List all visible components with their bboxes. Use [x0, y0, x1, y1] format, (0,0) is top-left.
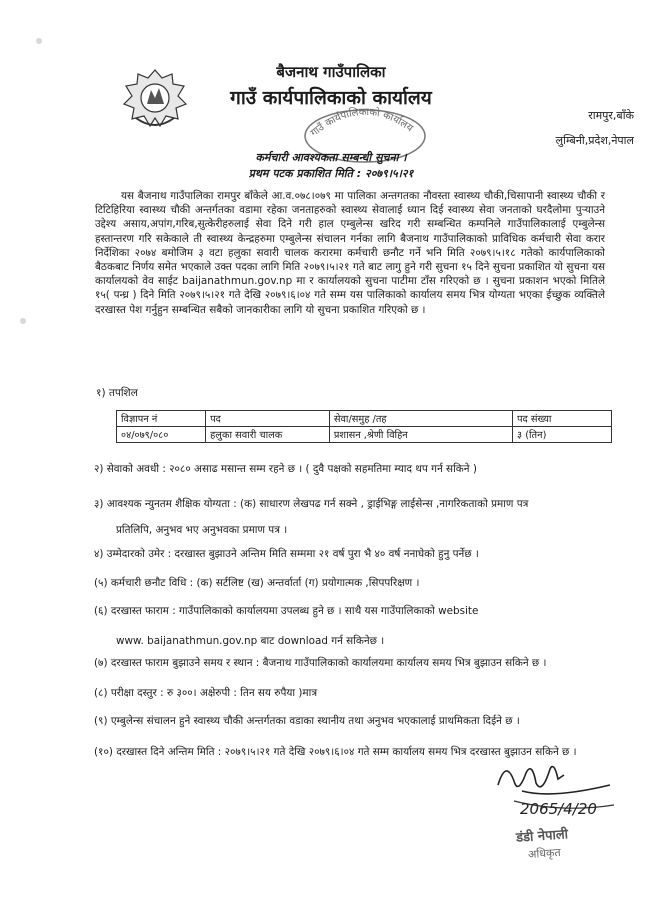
svg-text:गाउँ कार्यपालिकाको कार्यालय	[309, 106, 415, 139]
table-row	[117, 427, 612, 443]
cell-post: हलुका सवारी चालक	[206, 427, 330, 443]
item-application-form-cont: www. baijanathmun.gov.np बाट download गर्न सकिनेछ ।	[116, 635, 385, 647]
signatory-name: डंडी नेपाली	[515, 827, 569, 846]
office-name: गाउँ कार्यपालिकाको कार्यालय	[230, 87, 432, 109]
col-service-group: सेवा/समुह /तह	[329, 411, 512, 427]
table-header-row	[117, 411, 612, 427]
cell-advert-no: ०४/०७९/०८०	[117, 427, 206, 443]
intro-paragraph: यस बैजनाथ गाउँपालिका रामपुर बाँकेले आ.व.०७८।०७९ मा पालिका अन्तगतका नौवस्ता स्वास्थ्य चौकी,चिसापानी स्वास्थ्य चौकी र टिटिहिरिया स्वास्थ्य चौकी अन्तर्गतका वडामा रहेका जनताहरुको स्वास्थ्य सेवालाई ध्यान दिई स्वास्थ्य सेवा जनताको घरदैलोमा पुर्‍याउने उद्देश्य असाय,अपांग,गरिब,सुत्केरीहरुलाई सेवा दिने गरी हाल एम्बुलेन्स खरिद गरी सम्बन्धित कम्पनिले गाउँपालिकालाई एम्बुलेन्स हस्तान्तरण गरि सकेकाले ती स्वास्थ्य केन्द्रहरुमा एम्बुलेन्स संचालन गर्नका लागि बैजनाथ गाउँपालिकाको प्राविधिक कर्मचारी सेवा करार निर्देशिका २०७४ बमोजिम ३ वटा हलुका सवारी चालक करारमा कर्मचारी छनौट गर्ने भनि मिति २०७९।५।१८ गतेको कार्यपालिकाको बैठकबाट निर्णय समेत भएकाले उक्त पदका लागि मिति २०७९।५।२१ गते बाट लागु हुने गरी सुचना १५ दिने सुचना प्रकाशित यो सुचना यस कार्यालयको वेव साईट baijanathmun.gov.np मा र कार्यालयको सुचना पाटीमा टाँस गरिएको छ । सुचना प्रकाशन भएको मितिले १५( पन्ध्र ) दिने मिति २०७९।५।२१ गते देखि २०७९।६।०४ गते सम्म यस पालिकाको कार्यालय समय भित्र योग्यता भएका ईच्छुक व्यक्तिले दरखास्त पेश गर्नुहुन सम्बन्धित सबैको जानकारीका लागि यो सुचना प्रकाशित गरिएको छ ।	[95, 190, 605, 316]
item-priority: (९) एम्बुलेन्स संचालन हुने स्वास्थ्य चौकी अन्तर्गतका वडाका स्थानीय तथा अनुभव भएकालाई प्राथमिकता दिईने छ ।	[94, 715, 520, 727]
notice-title: कर्मचारी आवश्यकता सम्बन्धी सुचना ।	[255, 151, 407, 164]
item-submission-place: (७) दरखास्त फाराम बुझाउने समय र स्थान : बैजनाथ गाउँपालिकाको कार्यालयमा कार्यालय समय भित्र बुझाउन सकिने छ ।	[94, 657, 547, 669]
address-line-2: लुम्बिनी,प्रदेश,नेपाल	[555, 134, 634, 147]
publish-date: प्रथम पटक प्रकाशित मिति : २०७९।५।२१	[248, 167, 414, 180]
signatory-designation: अधिकृत	[527, 845, 562, 862]
signature-date: 2065/4/20	[520, 800, 597, 818]
item-selection-method: (५) कर्मचारी छनौट विधि : (क) सर्टलिष्ट (ख) अन्तर्वार्ता (ग) प्रयोगात्मक ,सिपपरिक्षण ।	[94, 577, 420, 589]
scan-dot	[20, 318, 26, 324]
address-line-1: रामपुर,बाँके	[588, 109, 634, 122]
cell-post-count: ३ (तिन)	[512, 427, 611, 443]
item-deadline: (१०) दरखास्त दिने अन्तिम मिति : २०७९।५।२१ गते देखि २०७९।६।०४ गते सम्म कार्यालय समय भित्र दरखास्त बुझाउन सकिने छ ।	[94, 746, 577, 758]
org-name: बैजनाथ गाउँपालिका	[276, 63, 386, 81]
stamp-text: गाउँ कार्यपालिकाको कार्यालय	[308, 106, 415, 139]
col-advert-no: विज्ञापन नं	[117, 411, 206, 427]
item-qualification-cont: प्रतिलिपि, अनुभव भए अनुभवका प्रमाण पत्र ।	[116, 524, 288, 536]
vacancy-table	[116, 410, 612, 443]
item-exam-fee: (८) परीक्षा दस्तुर : रु ३००। अक्षेरुपी : तिन सय रुपैया )मात्र	[94, 687, 318, 699]
item-service-period: २) सेवाको अवधी : २०८० असाढ मसान्त सम्म रहने छ । ( दुवै पक्षको सहमतिमा म्याद थप गर्न सकिने )	[94, 463, 477, 475]
col-post: पद	[206, 411, 330, 427]
col-post-count: पद संख्या	[512, 411, 611, 427]
scan-dot	[36, 38, 42, 44]
cell-service-group: प्रशासन ,श्रेणी विहिन	[329, 427, 512, 443]
item-application-form: (६) दरखास्त फाराम : गाउँपालिकाको कार्यालयमा उपलब्ध हुने छ । साथै यस गाउँपालिकाको website	[94, 605, 479, 617]
item-age: ४) उम्मेदारको उमेर : दरखास्त बुझाउने अन्तिम मिति सम्ममा २१ वर्ष पुरा भै ४० वर्ष ननाघेको हुनु पर्नेछ ।	[94, 548, 479, 560]
item-qualification: ३) आवश्यक न्युनतम शैक्षिक योग्यता : (क) साधारण लेखपढ गर्न सक्ने , ड्राईभिङ्ग लाईसेन्स ,नागरिकताको प्रमाण पत्र	[94, 498, 529, 510]
details-heading: १) तपशिल	[96, 387, 138, 399]
